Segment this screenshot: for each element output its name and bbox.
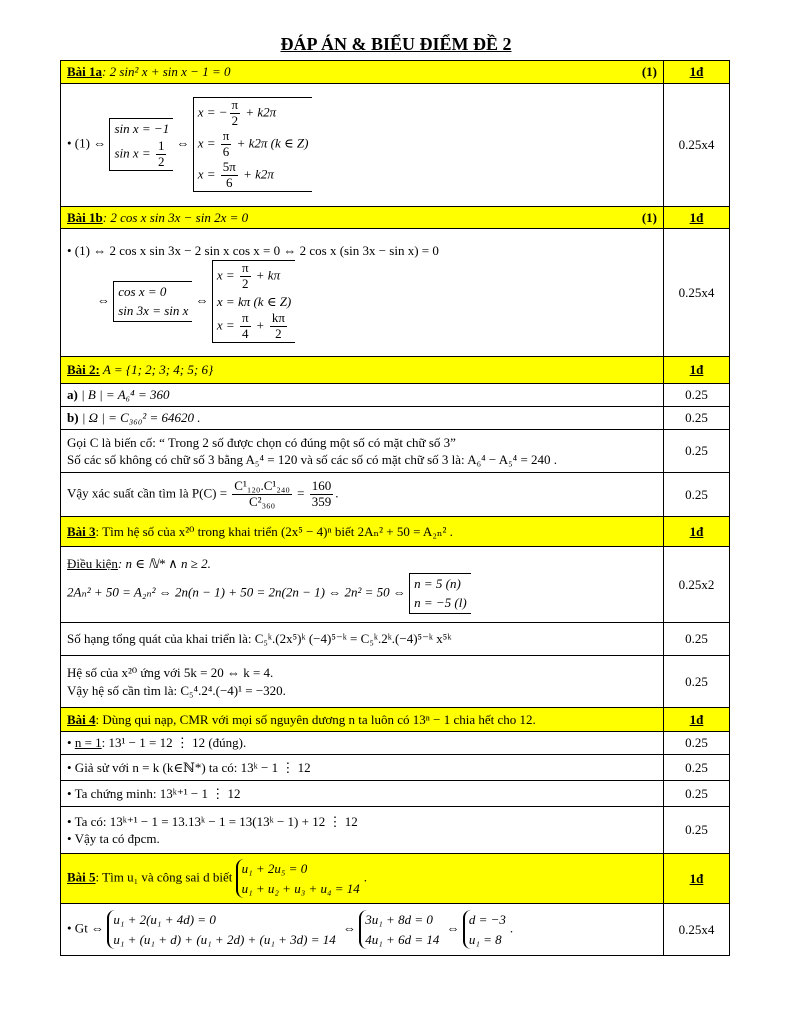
b5-points: 1đ	[664, 854, 730, 904]
b3-b-points: 0.25	[664, 623, 730, 656]
b3-a-row: Điều kiện: n ∈ ℕ* ∧ n ≥ 2. 2Aₙ² + 50 = A₂ₙ² ⇔ 2n(n − 1) + 50 = 2n(2n − 1) ⇔ 2n² = 50 ⇔ n = 5 (n) n = −5 (l) 0.25x2	[61, 547, 730, 623]
b1b-solution-row	[61, 229, 730, 357]
b1b-label: Bài 1b	[67, 209, 103, 225]
b4-d-points: 0.25	[664, 807, 730, 854]
b1a-solution-row: • (1) ⇔ sin x = −1 sin x = $\frac{1}{2}$ ⇔ x = − $\frac{\pi}{2}$ + k2π x = $\frac{\pi}{6}$ + k2π (k ∈ Z) x = $\frac{5\pi}{6}$ + k2π 0.25x4	[61, 83, 730, 206]
b1a-solutions: x = − $\frac{\pi}{2}$ + k2π x = $\frac{\pi}{6}$ + k2π (k ∈ Z) x = $\frac{5\pi}{6}$ + k2π	[193, 97, 313, 192]
b4-b-row: • Giả sử với n = k (k∈ℕ*) ta có: 13ᵏ − 1 ⋮ 12 0.25	[61, 755, 730, 781]
b1a-system: sin x = −1 sin x = $\frac{1}{2}$	[109, 118, 173, 170]
b1a-eq-number: (1)	[641, 64, 657, 79]
b4-header-row: Bài 4: Dùng qui nạp, CMR với mọi số nguyên dương n ta luôn có 13ⁿ − 1 chia hết cho 12. 1đ	[61, 708, 730, 732]
b2-b-row: b) | Ω | = C₃₆₀² = 64620 . 0.25	[61, 407, 730, 430]
b4-b-points: 0.25	[664, 755, 730, 781]
b1b-system-line: ⇔ cos x = 0 sin 3x = sin x ⇔ x = $\frac{\pi}{2}$ + kπ x = kπ (k ∈ Z) x = $\frac{\pi}{4}$ + $\frac{k\pi}{2}$	[67, 260, 657, 343]
b2-d-row: Vậy xác suất cần tìm là P(C) = $\frac{\text{C¹₁₂₀.C¹₂₄₀}}{\text{C²₃₆₀}}$ = $\frac{160}{359}$ . 0.25	[61, 473, 730, 517]
b3-points: 1đ	[664, 517, 730, 547]
b4-points: 1đ	[664, 708, 730, 732]
b4-a-row: • n = 1: 13¹ − 1 = 12 ⋮ 12 (đúng). 0.25	[61, 732, 730, 755]
b1b-solutions: x = $\frac{\pi}{2}$ + kπ x = kπ (k ∈ Z) x = $\frac{\pi}{4}$ + $\frac{k\pi}{2}$	[212, 260, 295, 343]
b5-solution-row: • Gt ⇔ u₁ + 2(u₁ + 4d) = 0 u₁ + (u₁ + d) + (u₁ + 2d) + (u₁ + 3d) = 14 ⇔ 3u₁ + 8d = 0 4u₁ + 6d = 14 ⇔ d = −3 u₁ = 8 . 0.25x4	[61, 904, 730, 956]
b1a-points: 1đ	[664, 61, 730, 84]
b1b-points: 1đ	[664, 206, 730, 229]
b4-c-row: • Ta chứng minh: 13ᵏ⁺¹ − 1 ⋮ 12 0.25	[61, 781, 730, 807]
b1b-header-row	[61, 206, 730, 229]
answer-table	[60, 60, 730, 956]
b1b-equation: : 2 cos x sin 3x − sin 2x = 0	[102, 209, 249, 225]
b5-label: Bài 5	[67, 869, 96, 885]
b4-c-points: 0.25	[664, 781, 730, 807]
b1b-line1: • (1) ⇔ 2 cos x sin 3x − 2 sin x cos x = 0 ⇔ 2 cos x (sin 3x − sin x) = 0	[67, 243, 439, 259]
b1a-equation: : 2 sin² x + sin x − 1 = 0	[102, 64, 231, 79]
b5-solution-points: 0.25x4	[664, 904, 730, 956]
b4-a-points: 0.25	[664, 732, 730, 755]
b2-points: 1đ	[664, 357, 730, 384]
b1a-header-row	[61, 61, 730, 84]
b2-a-row: a) | B | = A₆⁴ = 360 0.25	[61, 384, 730, 407]
b4-d-row: • Ta có: 13ᵏ⁺¹ − 1 = 13.13ᵏ − 1 = 13(13ᵏ − 1) + 12 ⋮ 12 • Vậy ta có đpcm. 0.25	[61, 807, 730, 854]
b3-b-row: Số hạng tổng quát của khai triển là: C₅ᵏ.(2x⁵)ᵏ (−4)⁵⁻ᵏ = C₅ᵏ.2ᵏ.(−4)⁵⁻ᵏ x⁵ᵏ 0.25	[61, 623, 730, 656]
b3-a-points: 0.25x2	[664, 547, 730, 623]
b2-d-points: 0.25	[664, 473, 730, 517]
b2-b-points: 0.25	[664, 407, 730, 430]
b2-a-points: 0.25	[664, 384, 730, 407]
b3-c-points: 0.25	[664, 656, 730, 708]
b3-header-row: Bài 3: Tìm hệ số của x²⁰ trong khai triển (2x⁵ − 4)ⁿ biết 2Aₙ² + 50 = A₂ₙ² . 1đ	[61, 517, 730, 547]
b1a-solution-points: 0.25x4	[664, 83, 730, 206]
b1a-label: Bài 1a	[67, 64, 103, 79]
b2-c-row: Gọi C là biến cố: “ Trong 2 số được chọn có đúng một số có mặt chữ số 3” Số các số không có chữ số 3 bằng A₅⁴ = 120 và số các số có mặt chữ số 3 là: A₆⁴ − A₅⁴ = 240 . 0.25	[61, 430, 730, 473]
b2-label: Bài 2:	[67, 362, 100, 378]
b1b-eq-number: (1)	[641, 209, 657, 225]
b2-c-points: 0.25	[664, 430, 730, 473]
b3-label: Bài 3	[67, 523, 96, 539]
page-title: ĐÁP ÁN & BIỂU ĐIỂM ĐỀ 2	[280, 34, 512, 54]
b5-header-row: Bài 5: Tìm u₁ và công sai d biết u₁ + 2u₅ = 0 u₁ + u₂ + u₃ + u₄ = 14 . 1đ	[61, 854, 730, 904]
b1b-solution-points: 0.25x4	[664, 229, 730, 357]
b2-set: A = {1; 2; 3; 4; 5; 6}	[99, 362, 214, 378]
b4-label: Bài 4	[67, 711, 96, 727]
b2-header-row	[61, 357, 730, 384]
b3-c-row: Hệ số của x²⁰ ứng với 5k = 20 ⇔ k = 4. Vậy hệ số cần tìm là: C₅⁴.2⁴.(−4)¹ = −320. 0.25	[61, 656, 730, 708]
b1a-lead: • (1) ⇔	[67, 135, 107, 151]
